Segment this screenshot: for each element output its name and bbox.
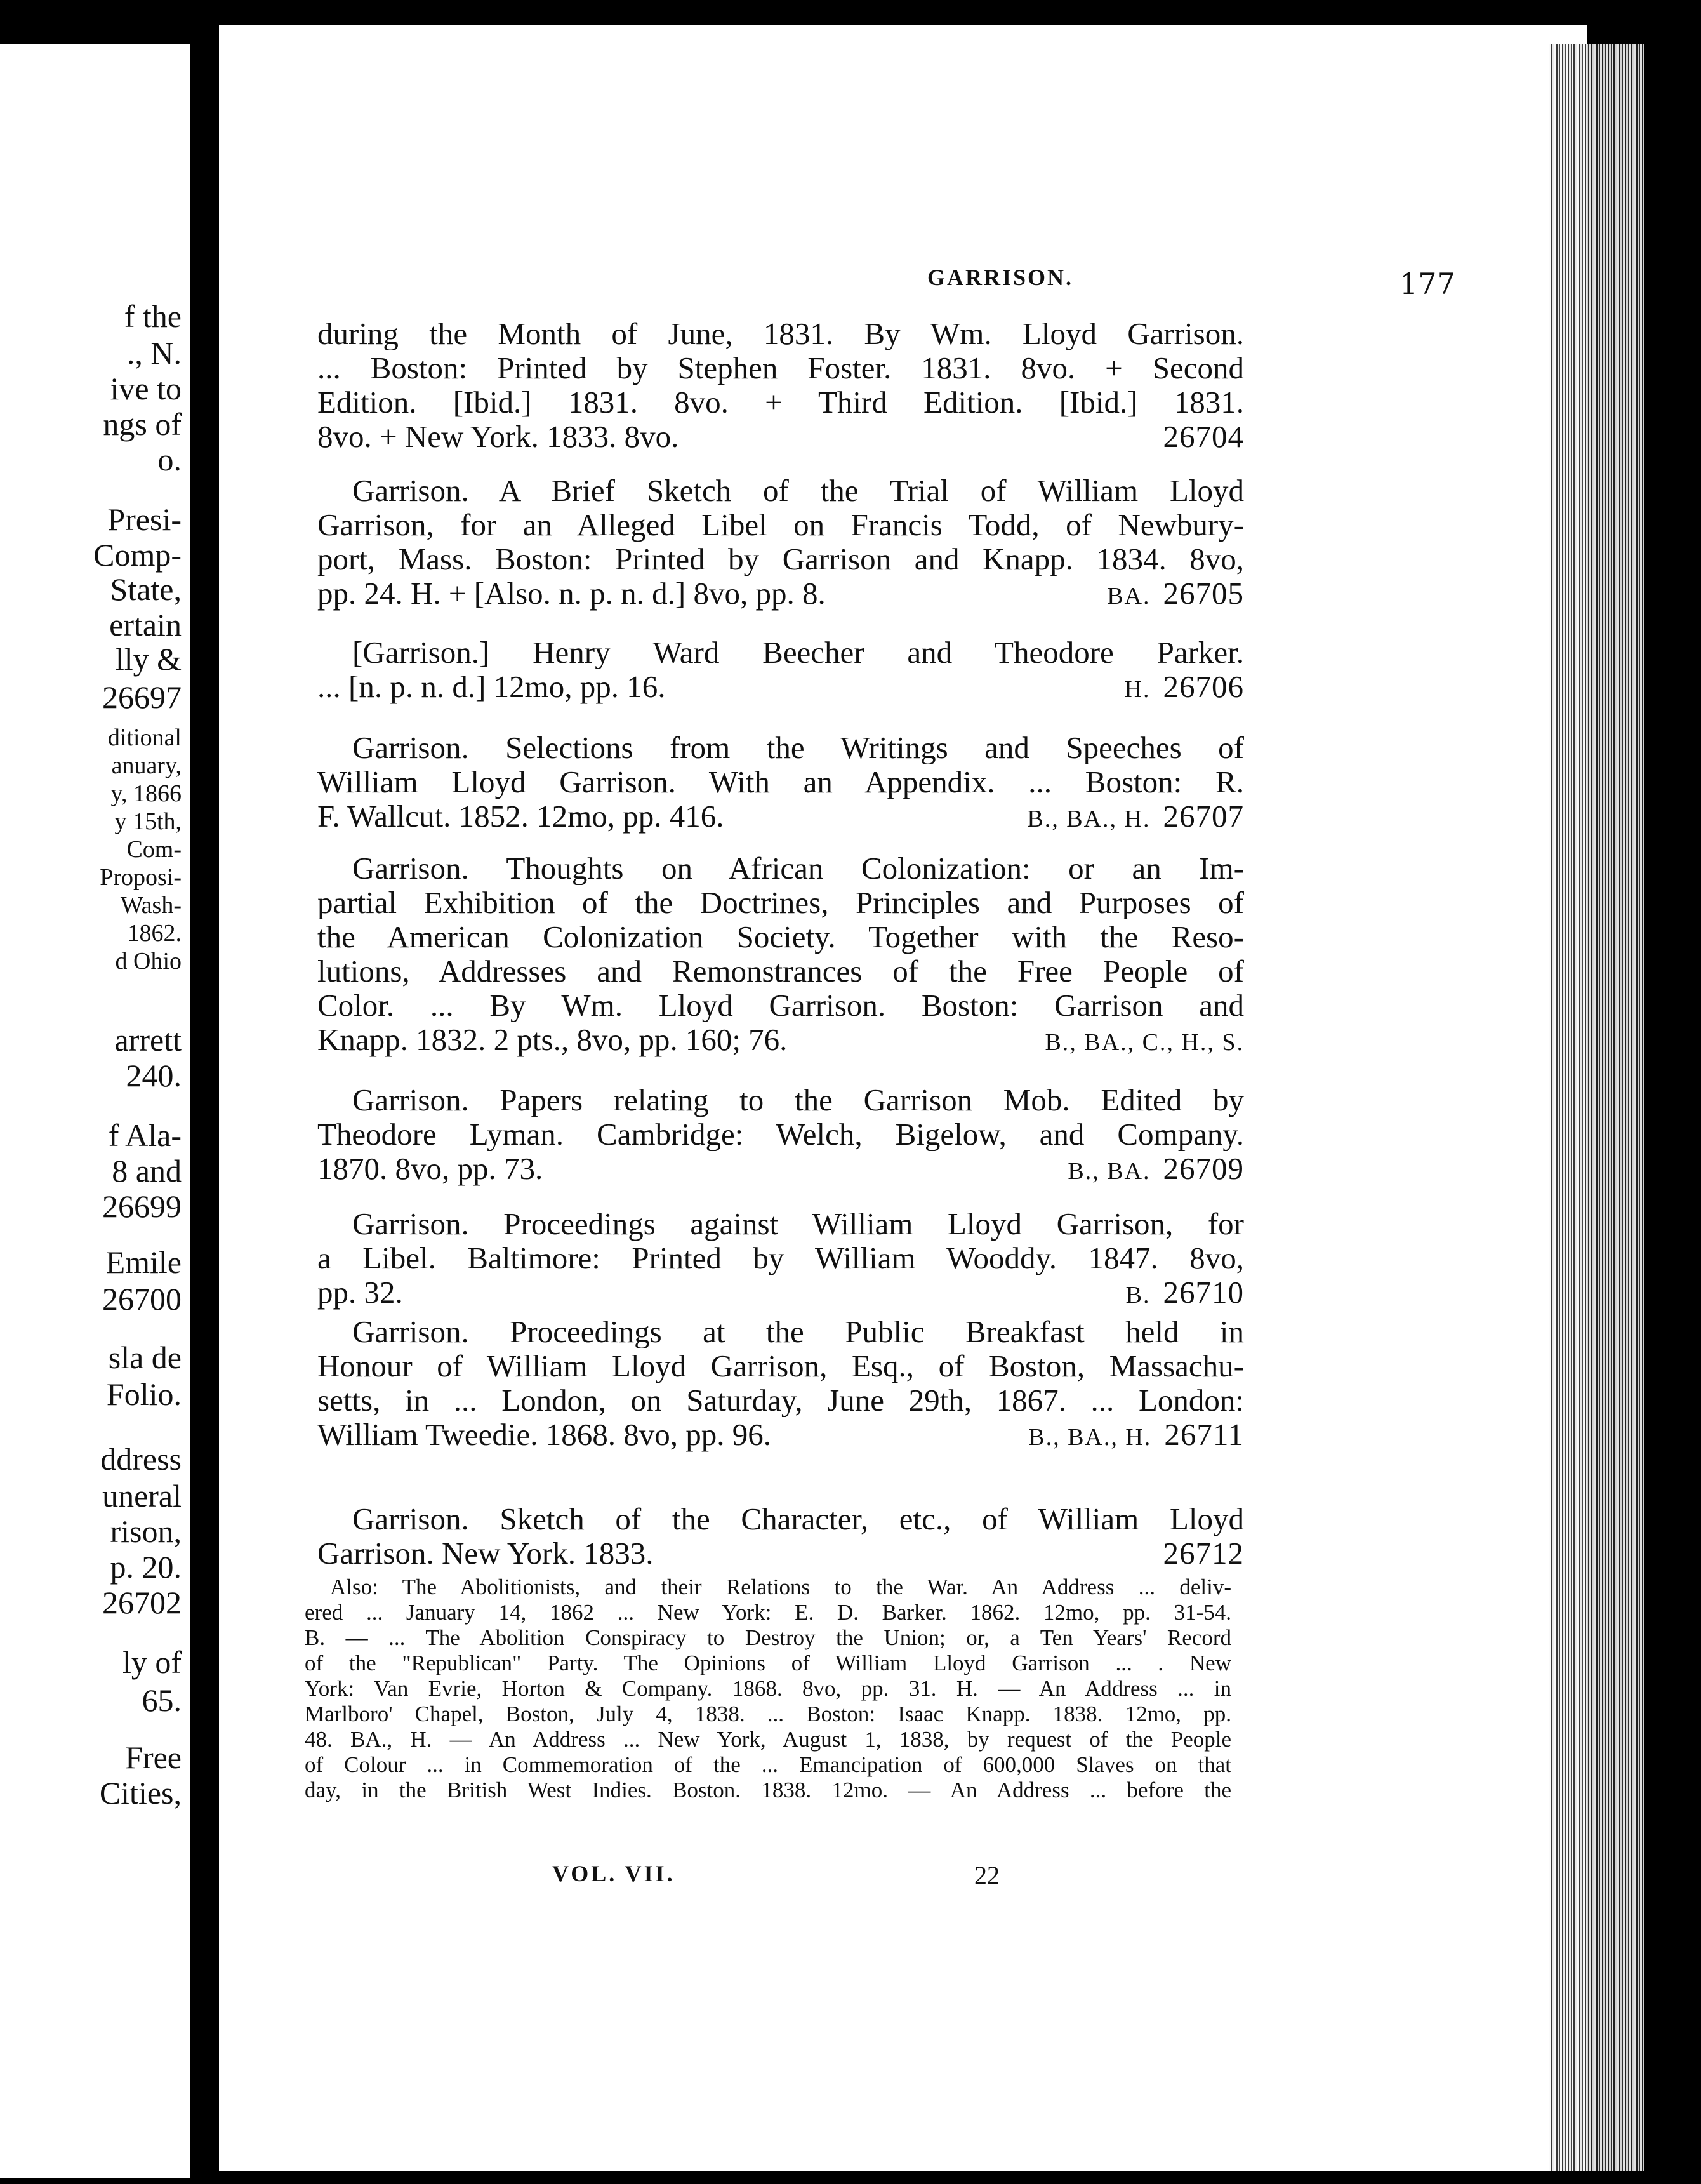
left-page-line: Com- <box>126 836 182 863</box>
entry-line: ... Boston: Printed by Stephen Foster. 1831. 8vo. + Second <box>317 350 1244 385</box>
left-page-line: lly & <box>115 641 182 677</box>
gutter-shadow <box>190 38 219 2184</box>
left-page-line: anuary, <box>111 752 182 779</box>
left-page-line: State, <box>110 571 182 607</box>
left-page-line: Comp- <box>93 537 182 573</box>
entry-line: a Libel. Baltimore: Printed by William Wooddy. 1847. 8vo, <box>317 1241 1244 1275</box>
left-page-line: 26702 <box>102 1585 182 1620</box>
left-page-line: sla de <box>108 1340 182 1375</box>
entry-line: the American Colonization Society. Together with the Reso- <box>317 919 1244 954</box>
left-page-line: f Ala- <box>108 1117 182 1153</box>
entry-reference <box>317 1151 1244 1189</box>
library-locations: B., BA., C., H., S. <box>1045 1029 1244 1056</box>
entry-line: port, Mass. Boston: Printed by Garrison and Knapp. 1834. 8vo, <box>317 542 1244 576</box>
entry-line: setts, in ... London, on Saturday, June 29th, 1867. ... London: <box>317 1383 1244 1417</box>
left-page-line: Folio. <box>106 1376 182 1412</box>
entry-reference <box>317 1536 1244 1571</box>
footnote-line: 48. BA., H. — An Address ... New York, August 1, 1838, by request of the People <box>305 1727 1231 1752</box>
entry-number: 26710 <box>1163 1275 1244 1310</box>
entry-reference <box>317 419 1244 455</box>
entry-line: Edition. [Ibid.] 1831. 8vo. + Third Edition. [Ibid.] 1831. <box>317 385 1244 419</box>
entry-line: William Tweedie. 1868. 8vo, pp. 96. <box>317 1417 771 1452</box>
left-page-line: Free <box>125 1740 182 1775</box>
entry-line: Garrison. New York. 1833. <box>317 1536 654 1571</box>
footnote-line: Marlboro' Chapel, Boston, July 4, 1838. ... Boston: Isaac Knapp. 1838. 12mo, pp. <box>305 1701 1231 1726</box>
entry-line: Garrison. Proceedings at the Public Breakfast held in <box>352 1314 1244 1348</box>
left-page-line: arrett <box>114 1022 182 1058</box>
entry-line: [Garrison.] Henry Ward Beecher and Theodore Parker. <box>352 635 1244 669</box>
left-page-line: 26700 <box>102 1281 182 1317</box>
left-page-line: Wash- <box>120 892 182 919</box>
volume-label: VOL. VII. <box>552 1861 675 1886</box>
library-locations: B., BA. <box>1068 1158 1151 1185</box>
entry-reference <box>317 799 1244 837</box>
footnote-line: ered ... January 14, 1862 ... New York: E. D. Barker. 1862. 12mo, pp. 31-54. <box>305 1600 1231 1625</box>
left-page-line: 240. <box>126 1058 182 1093</box>
entry-reference <box>317 1275 1244 1313</box>
entry-line: Garrison. Sketch of the Character, etc., of William Lloyd <box>352 1502 1244 1536</box>
entry-line: 1870. 8vo, pp. 73. <box>317 1151 543 1186</box>
signature-mark: 22 <box>974 1861 1000 1889</box>
entry-reference <box>317 669 1244 707</box>
page-edges <box>1549 44 1644 2171</box>
left-page-line: p. 20. <box>110 1549 182 1585</box>
entry-line: William Lloyd Garrison. With an Appendix. ... Boston: R. <box>317 764 1244 799</box>
entry-number: 26711 <box>1164 1417 1244 1452</box>
previous-page-fragment <box>0 44 190 2178</box>
left-page-line: Presi- <box>107 502 182 537</box>
left-page-line: uneral <box>102 1478 182 1514</box>
footnote-line: of the "Republican" Party. The Opinions of William Lloyd Garrison ... . New <box>305 1651 1231 1675</box>
entry-line: ... [n. p. n. d.] 12mo, pp. 16. <box>317 669 666 704</box>
page-number: 177 <box>1400 267 1455 301</box>
library-locations: BA. <box>1107 583 1151 609</box>
left-page-line: ., N. <box>126 335 182 371</box>
entry-line: Garrison. Selections from the Writings and Speeches of <box>352 730 1244 764</box>
entry-number: 26705 <box>1163 576 1244 611</box>
left-page-line: rison, <box>110 1514 182 1549</box>
footnote-line: B. — ... The Abolition Conspiracy to Destroy the Union; or, a Ten Years' Record <box>305 1625 1231 1650</box>
entry-number: 26707 <box>1163 799 1244 834</box>
running-head: GARRISON. <box>927 265 1074 290</box>
left-page-line: 26697 <box>102 679 182 715</box>
left-page-line: Proposi- <box>100 864 182 891</box>
entry-line: Garrison. Thoughts on African Colonization: or an Im- <box>352 851 1244 885</box>
entry-line: Theodore Lyman. Cambridge: Welch, Bigelow, and Company. <box>317 1117 1244 1151</box>
entry-line: pp. 24. H. + [Also. n. p. n. d.] 8vo, pp. 8. <box>317 576 826 611</box>
entry-line: pp. 32. <box>317 1275 403 1310</box>
footnote-line: day, in the British West Indies. Boston. 1838. 12mo. — An Address ... before the <box>305 1778 1231 1802</box>
left-page-line: o. <box>157 442 182 477</box>
library-locations: B., BA., H. <box>1027 806 1151 832</box>
left-page-line: 1862. <box>127 920 182 947</box>
entry-line: partial Exhibition of the Doctrines, Principles and Purposes of <box>317 885 1244 919</box>
entry-line: Garrison. A Brief Sketch of the Trial of William Lloyd <box>352 473 1244 507</box>
entry-reference <box>317 1417 1244 1455</box>
entry-number: 26712 <box>1163 1536 1244 1571</box>
entry-line: lutions, Addresses and Remonstrances of the Free People of <box>317 954 1244 988</box>
entry-line: Knapp. 1832. 2 pts., 8vo, pp. 160; 76. <box>317 1022 788 1057</box>
footnote-line: of Colour ... in Commemoration of the ... Emancipation of 600,000 Slaves on that <box>305 1752 1231 1777</box>
left-page-line: ditional <box>107 724 182 751</box>
entry-line: Garrison. Proceedings against William Lloyd Garrison, for <box>352 1206 1244 1241</box>
left-page-line: 65. <box>142 1682 182 1718</box>
entry-line: during the Month of June, 1831. By Wm. Lloyd Garrison. <box>317 316 1244 350</box>
entry-number: 26704 <box>1163 419 1244 454</box>
library-locations: H. <box>1124 676 1151 703</box>
entry-line: Honour of William Lloyd Garrison, Esq., of Boston, Massachu- <box>317 1348 1244 1383</box>
entry-reference <box>317 1022 1244 1060</box>
left-page-line: ive to <box>110 371 182 406</box>
left-page-line: 26699 <box>102 1189 182 1224</box>
left-page-line: f the <box>124 298 182 334</box>
left-page-line: d Ohio <box>115 948 182 975</box>
left-page-line: Emile <box>105 1244 182 1280</box>
entry-line: 8vo. + New York. 1833. 8vo. <box>317 419 679 454</box>
main-page <box>219 25 1587 2171</box>
library-locations: B., BA., H. <box>1028 1424 1152 1451</box>
entry-line: Color. ... By Wm. Lloyd Garrison. Boston: Garrison and <box>317 988 1244 1022</box>
left-page-line: ertain <box>109 607 182 643</box>
left-page-line: ngs of <box>103 406 182 442</box>
footnote-line: Also: The Abolitionists, and their Relations to the War. An Address ... deliv- <box>330 1575 1231 1599</box>
entry-line: Garrison, for an Alleged Libel on Francis Todd, of Newbury- <box>317 507 1244 542</box>
left-page-line: y, 1866 <box>110 780 182 807</box>
left-page-line: y 15th, <box>114 808 182 835</box>
left-page-line: ddress <box>100 1441 182 1477</box>
entry-reference <box>317 576 1244 614</box>
entry-number: 26709 <box>1163 1151 1244 1186</box>
entry-line: F. Wallcut. 1852. 12mo, pp. 416. <box>317 799 724 834</box>
left-page-line: ly of <box>122 1644 182 1680</box>
left-page-line: 8 and <box>112 1153 182 1189</box>
entry-number: 26706 <box>1163 669 1244 704</box>
library-locations: B. <box>1125 1282 1151 1308</box>
footnote-line: York: Van Evrie, Horton & Company. 1868. 8vo, pp. 31. H. — An Address ... in <box>305 1676 1231 1701</box>
entry-line: Garrison. Papers relating to the Garrison Mob. Edited by <box>352 1082 1244 1117</box>
left-page-line: Cities, <box>99 1775 182 1811</box>
